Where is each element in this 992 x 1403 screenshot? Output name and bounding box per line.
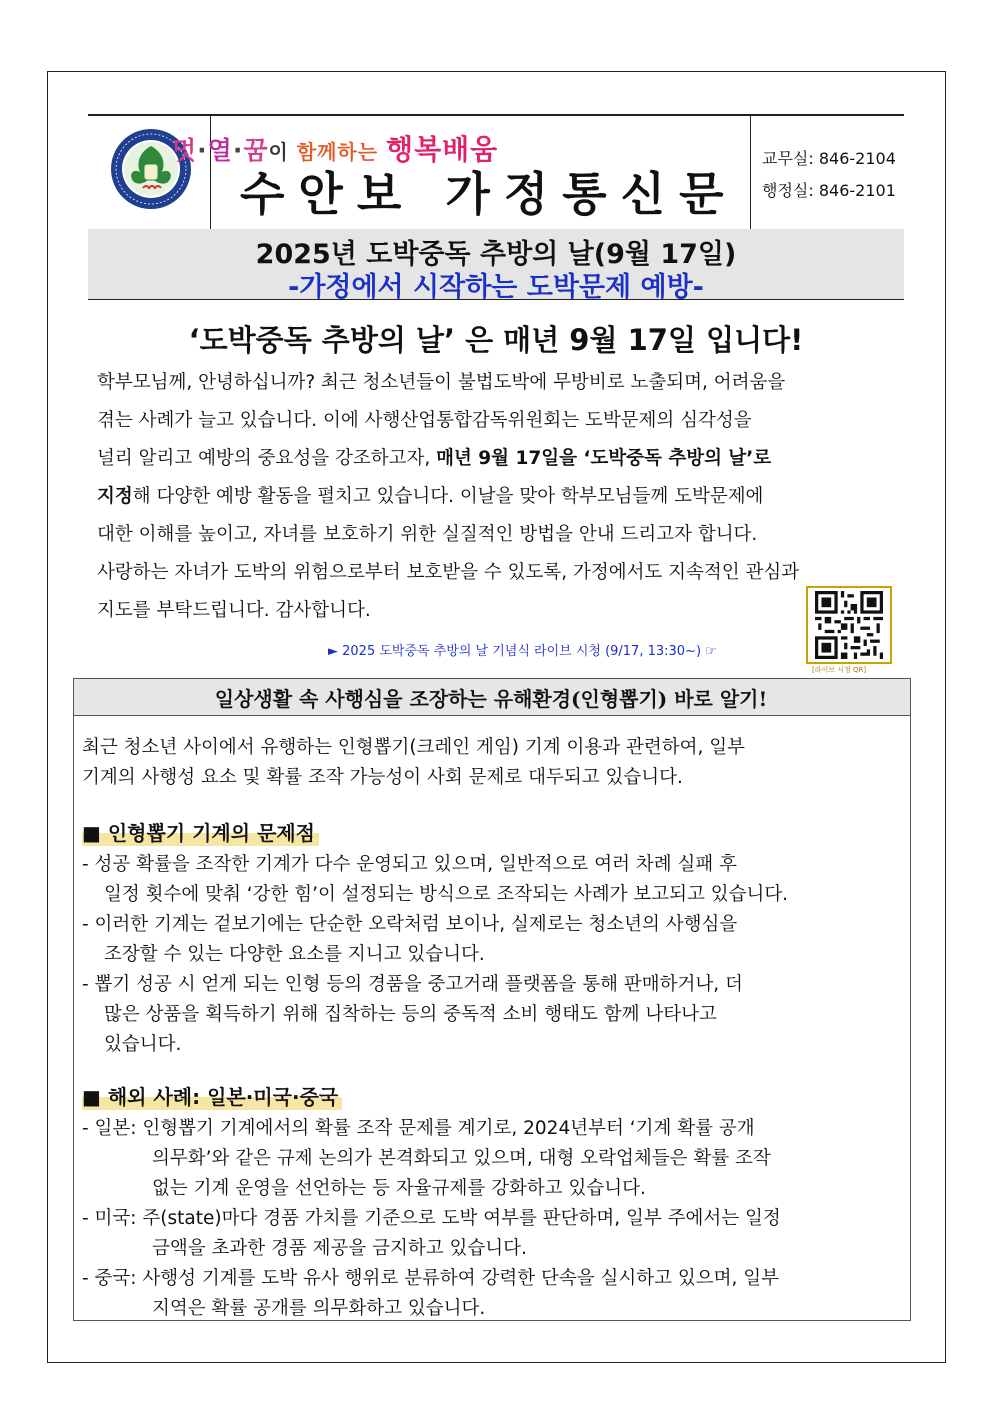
intro-line: 겪는 사례가 늘고 있습니다. 이에 사행산업통합감독위원회는 도박문제의 심각성을: [97, 410, 752, 431]
overseas-line: - 일본: 인형뽑기 기계에서의 확률 조작 문제를 계기로, 2024년부터 ‘기계 확률 공개: [82, 1118, 755, 1139]
problem-line: 일정 횟수에 맞춰 ‘강한 힘’이 설정되는 방식으로 조작되는 사례가 보고되고 있습니다.: [104, 884, 789, 905]
intro-text: 해 다양한 예방 활동을 펼치고 있습니다. 이날을 맞아 학부모님들께 도박문제에: [132, 486, 764, 507]
overseas-line: 없는 기계 운영을 선언하는 등 자율규제를 강화하고 있습니다.: [152, 1178, 646, 1199]
section-heading-overseas: ■ 해외 사례: 일본·미국·중국: [82, 1081, 342, 1110]
slogan-part: 행복배움: [386, 133, 499, 166]
slogan-part: 열: [207, 136, 233, 165]
masthead-title: 수안보 가정통신문: [240, 167, 738, 221]
problem-line: - 이러한 기계는 겉보기에는 단순한 오락처럼 보이나, 실제로는 청소년의 사행심을: [82, 914, 738, 935]
band-title: 2025년 도박중독 추방의 날(9월 17일): [255, 239, 737, 270]
qr-code-icon: [815, 591, 883, 659]
overseas-line: 지역은 확률 공개를 의무화하고 있습니다.: [152, 1298, 486, 1319]
intro-line: [97, 444, 771, 470]
intro-emphasis: 매년 9월 17일을 ‘도박중독 추방의 날’로: [436, 448, 772, 469]
box-intro-line: 기계의 사행성 요소 및 확률 조작 가능성이 사회 문제로 대두되고 있습니다.: [82, 767, 683, 788]
problem-line: 있습니다.: [104, 1034, 182, 1055]
intro-text: 널리 알리고 예방의 중요성을 강조하고자,: [97, 448, 431, 469]
qr-caption: [라이브 시청 QR]: [812, 666, 867, 674]
intro-line: 학부모님께, 안녕하십니까? 최근 청소년들이 불법도박에 무방비로 노출되며, 어려움을: [97, 372, 786, 393]
overseas-line: - 중국: 사행성 기계를 도박 유사 행위로 분류하여 강력한 단속을 실시하고 있으며, 일부: [82, 1268, 779, 1289]
intro-line: [97, 482, 763, 508]
intro-line: 사랑하는 자녀가 도박의 위험으로부터 보호받을 수 있도록, 가정에서도 지속적인 관심과: [97, 562, 800, 583]
box-intro-line: 최근 청소년 사이에서 유행하는 인형뽑기(크레인 게임) 기계 이용과 관련하여, 일부: [82, 737, 745, 758]
overseas-line: 의무화’와 같은 규제 논의가 본격화되고 있으며, 대형 오락업체들은 확률 조작: [152, 1148, 771, 1169]
slogan-part: ·: [232, 136, 244, 165]
contact-cell: [750, 116, 904, 229]
problem-line: 조장할 수 있는 다양한 요소를 지니고 있습니다.: [104, 944, 485, 965]
problem-line: - 성공 확률을 조작한 기계가 다수 운영되고 있으며, 일반적으로 여러 차례 실패 후: [82, 854, 737, 875]
intro-line: 지도를 부탁드립니다. 감사합니다.: [97, 600, 371, 621]
headline: ‘도박중독 추방의 날’ 은 매년 9월 17일 입니다!: [188, 323, 804, 357]
intro-emphasis: 지정: [97, 486, 133, 507]
overseas-line: - 미국: 주(state)마다 경품 가치를 기준으로 도박 여부를 판단하며, 일부 주에서는 일정: [82, 1208, 781, 1229]
slogan-part: 함께하는: [296, 140, 387, 164]
problem-line: - 뽑기 성공 시 얻게 되는 인형 등의 경품을 중고거래 플랫폼을 통해 판매하거나, 더: [82, 974, 743, 995]
slogan-part: 이: [268, 140, 297, 164]
intro-line: 대한 이해를 높이고, 자녀를 보호하기 위한 실질적인 방법을 안내 드리고자 합니다.: [97, 524, 758, 545]
qr-code[interactable]: [806, 586, 892, 664]
band-subtitle: -가정에서 시작하는 도박문제 예방-: [288, 272, 704, 303]
contact-academic: 교무실: 846-2104: [762, 149, 896, 168]
overseas-line: 금액을 초과한 경품 제공을 금지하고 있습니다.: [152, 1238, 527, 1259]
section-heading-problems: ■ 인형뽑기 기계의 문제점: [82, 817, 319, 846]
slogan-part: 멋: [172, 136, 198, 165]
slogan-part: 꿈: [243, 136, 269, 165]
problem-line: 많은 상품을 획득하기 위해 집착하는 등의 중독적 소비 행태도 함께 나타나고: [104, 1004, 717, 1025]
slogan-part: ·: [197, 136, 208, 165]
info-box-title: 일상생활 속 사행심을 조장하는 유해환경(인형뽑기) 바로 알기!: [214, 687, 768, 711]
contact-admin: 행정실: 846-2101: [762, 181, 896, 200]
live-stream-link[interactable]: ► 2025 도박중독 추방의 날 기념식 라이브 시청 (9/17, 13:30~) ☞: [328, 644, 717, 659]
